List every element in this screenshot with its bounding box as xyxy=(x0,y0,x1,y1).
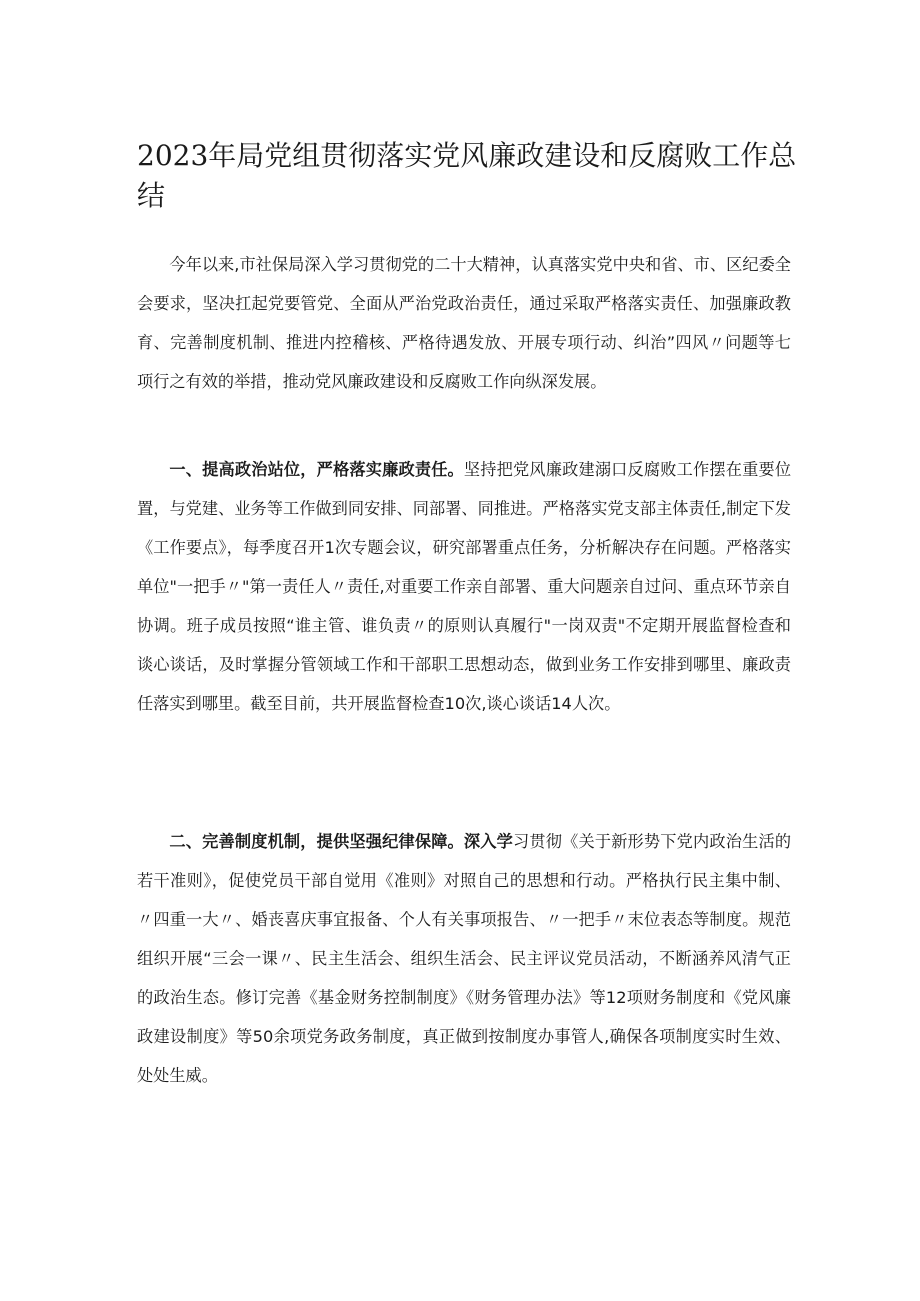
paragraph-section-1 xyxy=(137,450,791,723)
document-title: 2023年局党组贯彻落实党风廉政建设和反腐败工作总结 xyxy=(137,139,797,212)
section-2-heading: 二、完善制度机制，提供坚强纪律保障。深入学 xyxy=(169,832,514,851)
paragraph-intro xyxy=(137,245,791,401)
paragraph-section-2 xyxy=(137,822,791,1095)
paragraph-body: 今年以来,市社保局深入学习贯彻党的二十大精神，认真落实党中央和省、市、区纪委全会要求，坚决扛起党要管党、全面从严治党政治责任，通过采取严格落实责任、加强廉政教育、完善制度机制、推进内控稽核、严格待遇发放、开展专项行动、纠治”四风〃问题等七项行之有效的举措，推动党风廉政建设和反腐败工作向纵深发展。 xyxy=(137,255,791,391)
section-1-body: 坚持把党风廉政建溺口反腐败工作摆在重要位置，与党建、业务等工作做到同安排、同部署、同推进。严格落实党支部主体责任,制定下发《工作要点》，每季度召开1次专题会议，研究部署重点任务，分析解决存在问题。严格落实单位"一把手〃"第一责任人〃责任,对重要工作亲自部署、重大问题亲自过问、重点环节亲自协调。班子成员按照“谁主管、谁负责〃的原则认真履行"一岗双责"不定期开展监督检查和谈心谈话，及时掌握分管领域工作和干部职工思想动态，做到业务工作安排到哪里、廉政责任落实到哪里。截至目前，共开展监督检查10次,谈心谈话14人次。 xyxy=(137,460,792,713)
section-2-body: 习贯彻《关于新形势下党内政治生活的若干准则》，促使党员干部自觉用《准则》对照自己的思想和行动。严格执行民主集中制、〃四重一大〃、婚丧喜庆事宜报备、个人有关事项报告、〃一把手〃末位表态等制度。规范组织开展“三会一课〃、民主生活会、组织生活会、民主评议党员活动，不断涵养风清气正的政治生态。修订完善《基金财务控制制度》《财务管理办法》等12项财务制度和《党风廉政建设制度》等50余项党务政务制度，真正做到按制度办事管人,确保各项制度实时生效、处处生威。 xyxy=(137,832,792,1085)
section-1-heading: 一、提高政治站位，严格落实廉政责任。 xyxy=(169,460,464,479)
